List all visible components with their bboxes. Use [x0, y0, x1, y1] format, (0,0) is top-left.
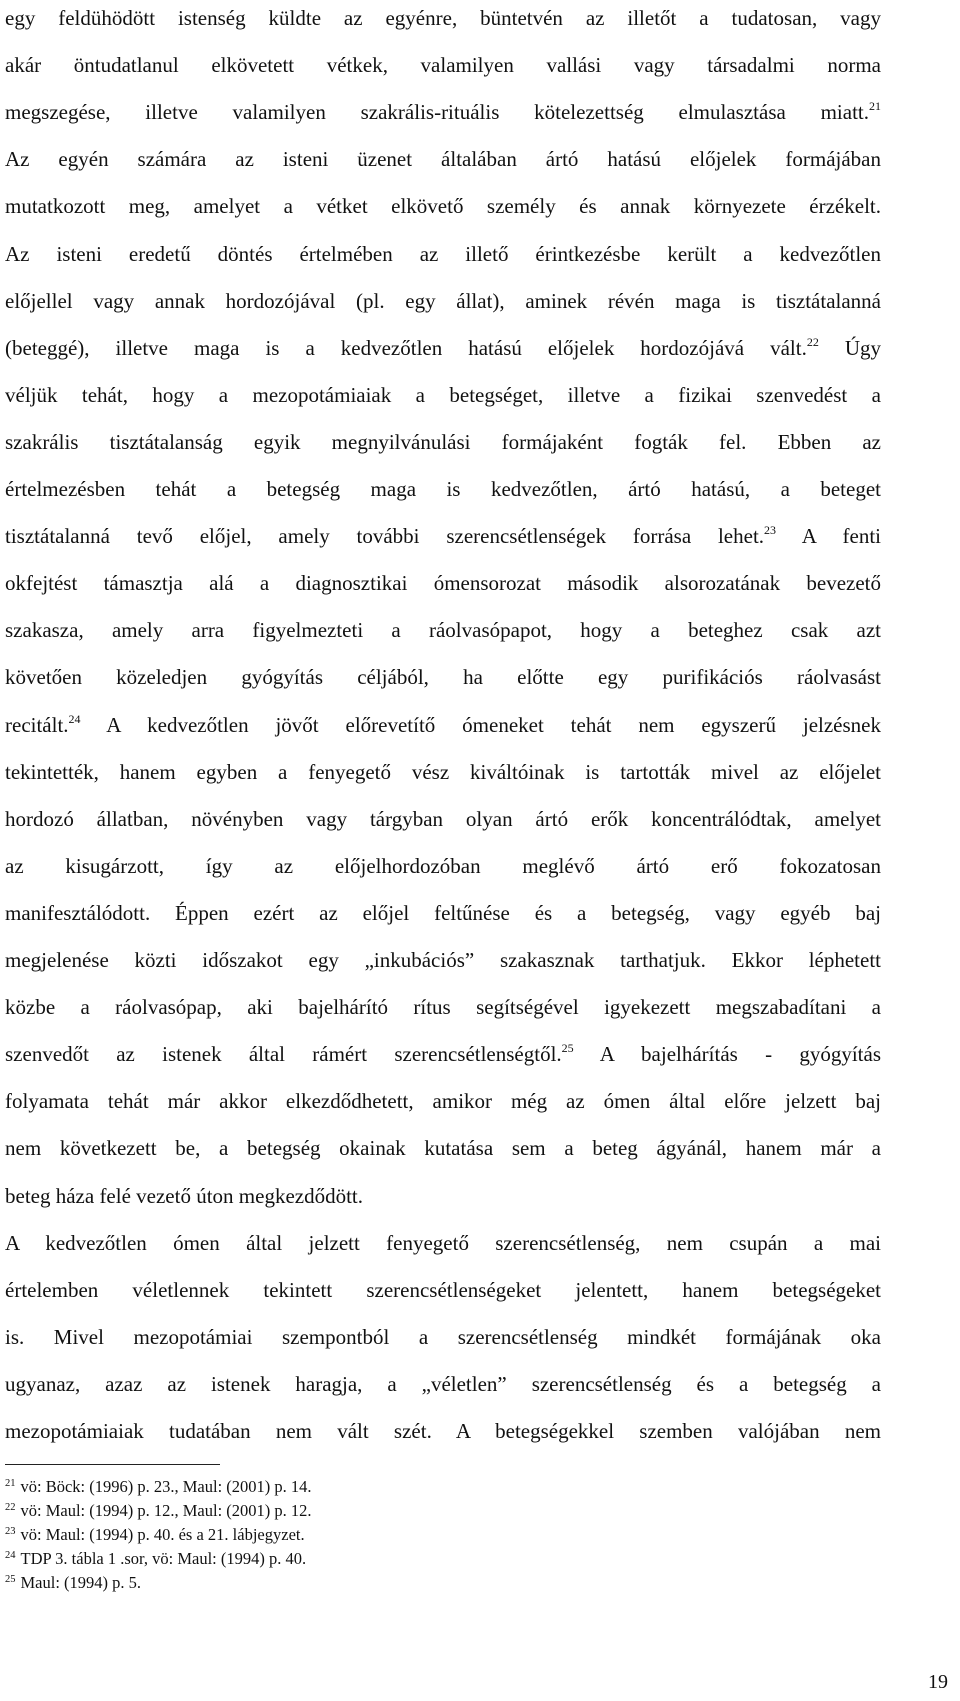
- body-line: [5, 191, 881, 221]
- body-line: [5, 662, 881, 692]
- body-line: [5, 427, 881, 457]
- body-line: [5, 615, 881, 645]
- body-line: [5, 1322, 881, 1352]
- footnote-number: 24: [5, 1550, 16, 1561]
- body-line: [5, 945, 881, 975]
- body-line: [5, 1369, 881, 1399]
- footnote-separator: [5, 1464, 220, 1465]
- line-text: szakrális tisztátalanság egyik megnyilvánulási formájaként fogták fel. Ebben az: [5, 429, 881, 454]
- body-line: [5, 474, 881, 504]
- footnote-text: TDP 3. tábla 1 .sor, vö: Maul: (1994) p. 40.: [20, 1549, 307, 1568]
- line-text: beteg háza felé vezető úton megkezdődött.: [5, 1183, 364, 1208]
- footnote-text: Maul: (1994) p. 5.: [20, 1573, 142, 1592]
- footnote-ref[interactable]: 24: [68, 711, 81, 726]
- body-line: [5, 239, 881, 269]
- line-text: szenvedőt az istenek által rámért szerencsétlenségtől.: [5, 1042, 562, 1067]
- footnote-text: vö: Böck: (1996) p. 23., Maul: (2001) p. 14.: [20, 1477, 312, 1496]
- footnote-number: 23: [5, 1526, 16, 1537]
- footnote-text: vö: Maul: (1994) p. 12., Maul: (2001) p. 12.: [20, 1501, 312, 1520]
- line-text: az kisugárzott, így az előjelhordozóban meglévő ártó erő fokozatosan: [5, 853, 881, 878]
- page-number: 19: [928, 1671, 948, 1693]
- body-line: [5, 898, 881, 928]
- line-text: megszegése, illetve valamilyen szakrális-rituális kötelezettség elmulasztása miatt.: [5, 100, 869, 125]
- line-text: (beteggé), illetve maga is a kedvezőtlen hatású előjelek hordozójává vált.: [5, 335, 807, 360]
- line-text: mezopotámiaiak tudatában nem vált szét. A betegségekkel szemben valójában nem: [5, 1419, 881, 1443]
- line-text: manifesztálódott. Éppen ezért az előjel feltűnése és a betegség, vagy egyéb baj: [5, 900, 881, 925]
- footnote: [5, 1524, 305, 1546]
- line-text: A kedvezőtlen ómen által jelzett fenyegető szerencsétlenség, nem csupán a mai: [5, 1230, 881, 1255]
- footnote-text: vö: Maul: (1994) p. 40. és a 21. lábjegyzet.: [20, 1525, 305, 1544]
- line-text: előjellel vagy annak hordozójával (pl. egy állat), aminek révén maga is tisztátalanná: [5, 288, 881, 313]
- line-text: ugyanaz, azaz az istenek haragja, a „véletlen” szerencsétlenség és a betegség a: [5, 1371, 881, 1396]
- body-line: [5, 3, 881, 33]
- footnote-number: 22: [5, 1502, 16, 1513]
- body-line: [5, 757, 881, 787]
- body-line: [5, 1133, 881, 1163]
- footnote: [5, 1500, 312, 1522]
- footnote-ref[interactable]: 23: [764, 523, 777, 538]
- line-text-continued: A bajelhárítás - gyógyítás: [573, 1042, 881, 1067]
- footnote-number: 21: [5, 1478, 16, 1489]
- line-text: nem következett be, a betegség okainak kutatása sem a beteg ágyánál, hanem már a: [5, 1136, 881, 1161]
- body-line: [5, 50, 881, 80]
- line-text: véljük tehát, hogy a mezopotámiaiak a betegséget, illetve a fizikai szenvedést a: [5, 382, 881, 407]
- body-line: [5, 144, 881, 174]
- footnote-ref[interactable]: 25: [561, 1041, 574, 1056]
- footnote: [5, 1476, 312, 1498]
- footnote-ref[interactable]: 21: [869, 99, 881, 114]
- body-line: [5, 568, 881, 598]
- line-text: értelemben véletlennek tekintett szerencsétlenségeket jelentett, hanem betegségeket: [5, 1277, 881, 1302]
- line-text: tisztátalanná tevő előjel, amely további szerencsétlenségek forrása lehet.: [5, 524, 765, 549]
- body-line: [5, 97, 881, 127]
- line-text: közbe a ráolvasópap, aki bajelhárító rítus segítségével igyekezett megszabadítani a: [5, 995, 881, 1020]
- line-text: tekintették, hanem egyben a fenyegető vész kiváltóinak is tartották mivel az előjelet: [5, 759, 881, 784]
- footnote-ref[interactable]: 22: [806, 334, 819, 349]
- line-text: szakasza, amely arra figyelmezteti a ráolvasópapot, hogy a beteghez csak azt: [5, 618, 881, 643]
- body-line: [5, 380, 881, 410]
- body-line: [5, 521, 881, 551]
- body-line: [5, 851, 881, 881]
- line-text: akár öntudatlanul elkövetett vétkek, valamilyen vallási vagy társadalmi norma: [5, 53, 881, 78]
- line-text: is. Mivel mezopotámiai szempontból a szerencsétlenség mindkét formájának oka: [5, 1324, 881, 1349]
- body-line: [5, 1039, 881, 1069]
- line-text: követően közeledjen gyógyítás céljából, ha előtte egy purifikációs ráolvasást: [5, 665, 881, 690]
- line-text: Az egyén számára az isteni üzenet általában ártó hatású előjelek formájában: [5, 147, 881, 172]
- line-text: okfejtést támasztja alá a diagnosztikai ómensorozat második alsorozatának bevezető: [5, 571, 881, 596]
- line-text: folyamata tehát már akkor elkezdődhetett, amikor még az ómen által előre jelzett baj: [5, 1089, 881, 1114]
- line-text: Az isteni eredetű döntés értelmében az illető érintkezésbe került a kedvezőtlen: [5, 241, 881, 266]
- line-text-continued: A fenti: [776, 524, 881, 549]
- body-line: [5, 804, 881, 834]
- line-text: értelmezésben tehát a betegség maga is kedvezőtlen, ártó hatású, a beteget: [5, 477, 881, 501]
- body-line: [5, 1275, 881, 1305]
- line-text: hordozó állatban, növényben vagy tárgyban olyan ártó erők koncentrálódtak, amelyet: [5, 806, 881, 831]
- footnote-number: 25: [5, 1574, 16, 1585]
- body-line: [5, 333, 881, 363]
- body-line: [5, 1086, 881, 1116]
- line-text: megjelenése közti időszakot egy „inkubációs” szakasznak tarthatjuk. Ekkor léphetett: [5, 948, 881, 972]
- line-text-continued: A kedvezőtlen jövőt előrevetítő ómeneket tehát nem egyszerű jelzésnek: [80, 712, 881, 737]
- line-text: egy feldühödött istenség küldte az egyénre, büntetvén az illetőt a tudatosan, vagy: [5, 6, 881, 30]
- body-line: [5, 710, 881, 740]
- line-text: mutatkozott meg, amelyet a vétket elkövető személy és annak környezete érzékelt.: [5, 194, 881, 219]
- footnote: [5, 1548, 306, 1570]
- line-text: recitált.: [5, 712, 69, 737]
- body-line: [5, 992, 881, 1022]
- line-text-continued: Úgy: [818, 335, 881, 360]
- body-line: [5, 286, 881, 316]
- body-line: [5, 1228, 881, 1258]
- body-line: [5, 1181, 881, 1211]
- body-line: [5, 1416, 881, 1446]
- footnote: [5, 1572, 141, 1594]
